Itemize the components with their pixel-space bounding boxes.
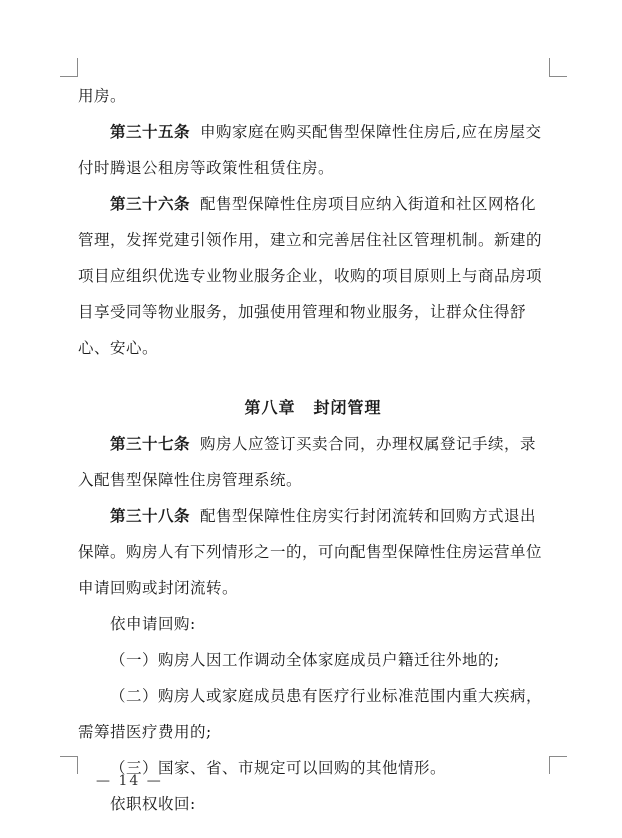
article-text: 配售型保障性住房实行封闭流转和回购方式退出保障。购房人有下列情形之一的，可向配售型保障性住房运营单位申请回购或封闭流转。: [78, 507, 543, 597]
article-text: 配售型保障性住房项目应纳入街道和社区网格化管理，发挥党建引领作用，建立和完善居住社区管理机制。新建的项目应组织优选专业物业服务企业，收购的项目原则上与商品房项目享受同等物业服务，加强使用管理和物业服务，让群众住得舒心、安心。: [78, 195, 543, 357]
article-label: 第三十七条: [110, 434, 191, 453]
list-item: （一）购房人因工作调动全体家庭成员户籍迁往外地的;: [110, 651, 500, 669]
article-label: 第三十五条: [110, 122, 191, 141]
crop-mark: [77, 58, 78, 76]
page-number: — 14 —: [96, 773, 163, 789]
paragraph-continuation: 用房。: [78, 87, 127, 105]
article-38: [78, 498, 548, 606]
chapter-title: 封闭管理: [313, 398, 382, 417]
subheading-authority-recover: 依职权收回:: [110, 795, 196, 813]
article-text: 购房人应签订买卖合同，办理权属登记手续，录入配售型保障性住房管理系统。: [78, 435, 537, 489]
article-text: 申购家庭在购买配售型保障性住房后,应在房屋交付时腾退公租房等政策性租赁住房。: [78, 123, 542, 177]
crop-mark: [60, 756, 78, 757]
crop-mark: [549, 756, 567, 757]
article-36: [78, 186, 548, 366]
crop-mark: [549, 76, 567, 77]
article-label: 第三十八条: [110, 506, 191, 525]
article-37: [78, 426, 548, 498]
chapter-number: 第八章: [244, 398, 296, 417]
body-text: [78, 78, 548, 822]
article-35: [78, 114, 548, 186]
chapter-heading: [78, 390, 548, 426]
article-label: 第三十六条: [110, 194, 191, 213]
crop-mark: [549, 756, 550, 774]
crop-mark: [549, 58, 550, 76]
subheading-apply-buyback: 依申请回购:: [110, 615, 196, 633]
list-item: （三）国家、省、市规定可以回购的其他情形。: [110, 759, 447, 777]
crop-mark: [60, 76, 78, 77]
list-item: （二）购房人或家庭成员患有医疗行业标准范围内重大疾病，需筹措医疗费用的;: [78, 687, 543, 741]
